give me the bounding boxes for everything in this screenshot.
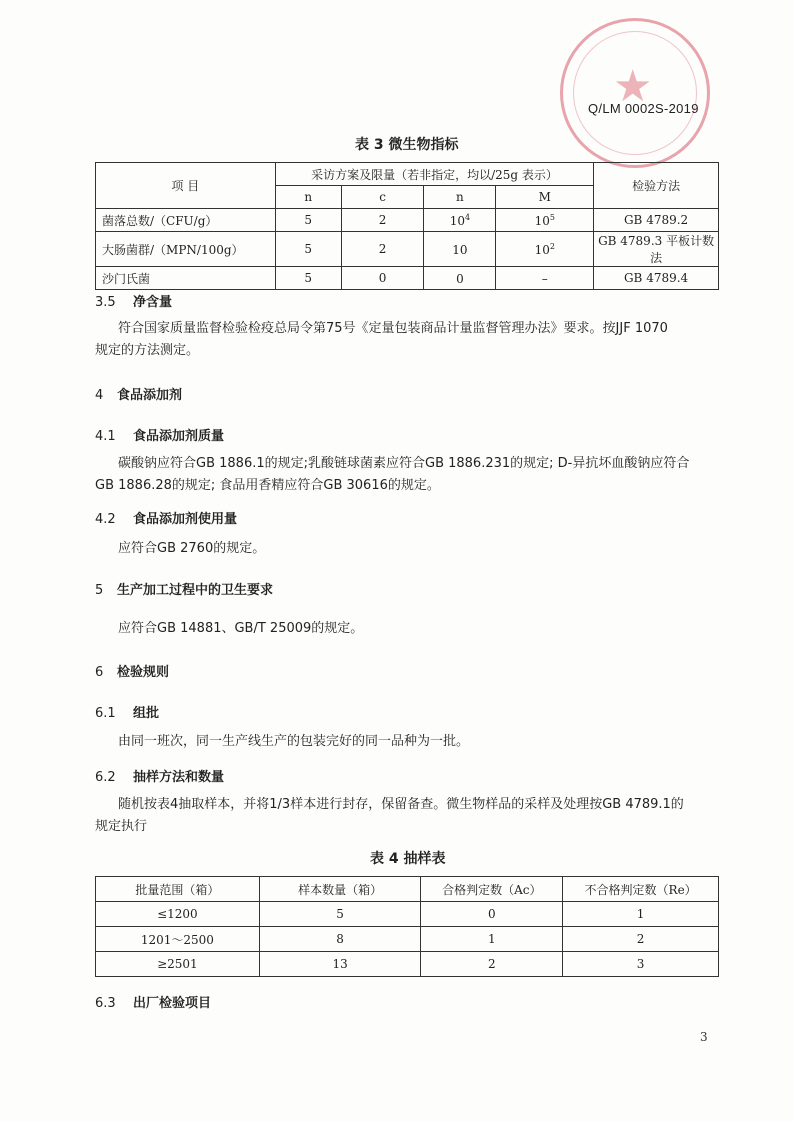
heading-4-1: 4.1 食品添加剂质量	[95, 429, 225, 444]
table-row: 1201～2500 8 1 2	[96, 927, 719, 952]
para-5: 应符合GB 14881、GB/T 25009的规定。	[118, 621, 364, 636]
para-6-2-line1: 随机按表4抽取样本，并将1/3样本进行封存，保留备查。微生物样品的采样及处理按GB 4789.1的	[118, 797, 684, 812]
col-header-m: n	[424, 186, 496, 209]
heading-4-2: 4.2 食品添加剂使用量	[95, 512, 238, 527]
col-header-M: M	[496, 186, 594, 209]
official-seal	[560, 18, 710, 168]
col-header-plan: 采访方案及限量（若非指定，均以/25g 表示）	[275, 163, 593, 186]
col-header-c: c	[341, 186, 424, 209]
para-3-5-line2: 规定的方法测定。	[95, 343, 200, 358]
heading-6-2: 6.2 抽样方法和数量	[95, 770, 225, 785]
microbial-table	[95, 162, 719, 290]
table-row: 菌落总数/（CFU/g） 5 2 $10^4$ $10^5$ GB 4789.2	[96, 209, 719, 232]
sampling-table	[95, 876, 719, 977]
para-3-5-line1: 符合国家质量监督检验检疫总局令第75号《定量包装商品计量监督管理办法》要求。按JJF 1070	[118, 321, 668, 336]
table-row: ≤1200 5 0 1	[96, 902, 719, 927]
table3-caption: 表 3 微生物指标	[355, 137, 459, 153]
col-header-sample: 样本数量（箱）	[259, 877, 421, 902]
col-header-item: 项 目	[96, 163, 276, 209]
col-header-re: 不合格判定数（Re）	[563, 877, 719, 902]
heading-6-1: 6.1 组批	[95, 706, 160, 721]
standard-code: Q/LM 0002S-2019	[588, 101, 699, 116]
col-header-batch: 批量范围（箱）	[96, 877, 260, 902]
para-6-2-line2: 规定执行	[95, 819, 148, 834]
seal-star-icon: ★	[613, 61, 653, 112]
heading-5: 5 生产加工过程中的卫生要求	[95, 583, 274, 598]
col-header-n: n	[275, 186, 341, 209]
para-4-2: 应符合GB 2760的规定。	[118, 541, 266, 556]
table-row: 沙门氏菌 5 0 0 – GB 4789.4	[96, 267, 719, 290]
para-6-1: 由同一班次，同一生产线生产的包装完好的同一品种为一批。	[118, 734, 470, 749]
para-4-1-line1: 碳酸钠应符合GB 1886.1的规定;乳酸链球菌素应符合GB 1886.231的规定; D-异抗坏血酸钠应符合	[118, 456, 690, 471]
heading-4: 4 食品添加剂	[95, 388, 183, 403]
col-header-method: 检验方法	[594, 163, 719, 209]
para-4-1-line2: GB 1886.28的规定; 食品用香精应符合GB 30616的规定。	[95, 478, 440, 493]
heading-3-5: 3.5 净含量	[95, 295, 173, 310]
heading-6-3: 6.3 出厂检验项目	[95, 996, 212, 1011]
col-header-ac: 合格判定数（Ac）	[421, 877, 563, 902]
heading-6: 6 检验规则	[95, 665, 170, 680]
table-row: 大肠菌群/（MPN/100g） 5 2 10 $10^2$ GB 4789.3 平板计数法	[96, 232, 719, 267]
table-row: ≥2501 13 2 3	[96, 952, 719, 977]
table4-caption: 表 4 抽样表	[370, 851, 446, 867]
page-number: 3	[700, 1030, 708, 1044]
